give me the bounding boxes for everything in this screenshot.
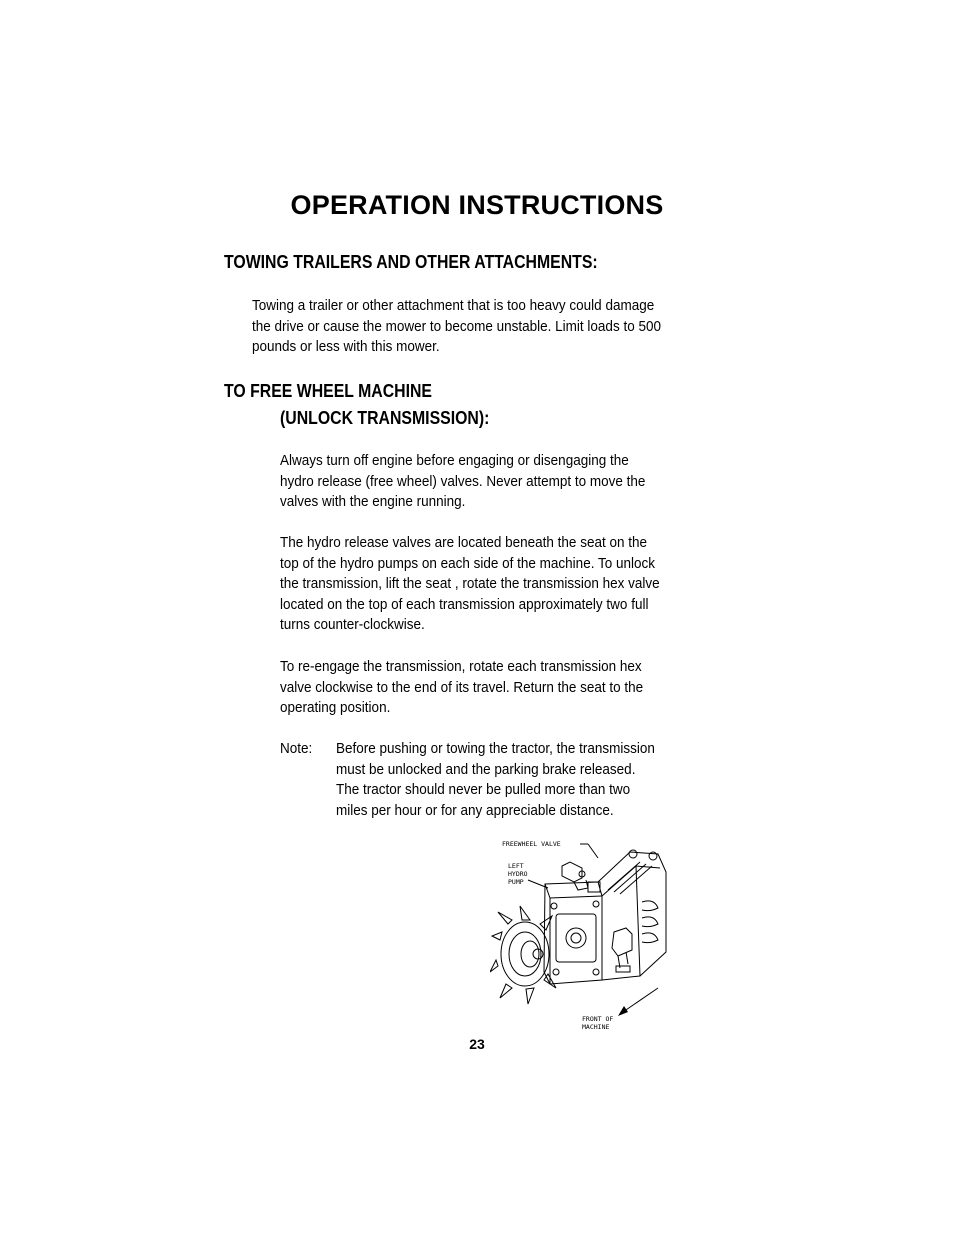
- fan-icon: [490, 906, 556, 1004]
- label-machine: MACHINE: [582, 1023, 610, 1031]
- towing-paragraph: [252, 296, 661, 358]
- text-line: top of the hydro pumps on each side of the machine. To unlock: [280, 554, 655, 572]
- label-freewheel-valve: FREEWHEEL VALVE: [502, 840, 561, 848]
- text-line: Before pushing or towing the tractor, the transmission: [336, 740, 655, 757]
- label-front-of: FRONT OF: [582, 1015, 614, 1023]
- text-line: pounds or less with this mower.: [252, 338, 440, 356]
- pump-body-icon: [544, 882, 602, 984]
- text-line: the transmission, lift the seat , rotate the transmission hex valve: [280, 575, 660, 593]
- fitting-icon: [612, 928, 632, 972]
- text-line: turns counter-clockwise.: [280, 616, 425, 634]
- valve-location-paragraph: [280, 533, 660, 636]
- text-line: the drive or cause the mower to become unstable. Limit loads to 500: [252, 317, 661, 335]
- text-line: hydro release (free wheel) valves. Never attempt to move the: [280, 472, 646, 490]
- hex-valve-icon: [562, 862, 600, 892]
- page-number: 23: [469, 1036, 485, 1052]
- label-pump: PUMP: [508, 878, 524, 886]
- text-line: valves with the engine running.: [280, 493, 466, 511]
- page-title: OPERATION INSTRUCTIONS: [290, 190, 664, 220]
- free-wheel-subheading: (UNLOCK TRANSMISSION):: [280, 408, 490, 428]
- text-line: To re-engage the transmission, rotate each transmission hex: [280, 658, 642, 675]
- front-arrow-icon: [618, 1006, 628, 1016]
- towing-heading: TOWING TRAILERS AND OTHER ATTACHMENTS:: [224, 252, 598, 272]
- label-left: LEFT: [508, 862, 524, 870]
- text-line: located on the top of each transmission approximately two full: [280, 595, 649, 613]
- free-wheel-heading: TO FREE WHEEL MACHINE: [224, 381, 432, 401]
- label-hydro: HYDRO: [508, 870, 528, 878]
- text-line: The tractor should never be pulled more than two: [336, 781, 631, 799]
- note-paragraph: [336, 739, 655, 821]
- engine-off-paragraph: [280, 451, 645, 513]
- text-line: valve clockwise to the end of its travel. Return the seat to the: [280, 678, 644, 696]
- text-line: Always turn off engine before engaging or disengaging the: [280, 452, 629, 469]
- re-engage-paragraph: [280, 657, 643, 719]
- text-line: must be unlocked and the parking brake released.: [336, 760, 636, 778]
- text-line: Towing a trailer or other attachment that is too heavy could damage: [252, 297, 655, 314]
- text-line: miles per hour or for any appreciable distance.: [336, 801, 614, 819]
- text-line: The hydro release valves are located beneath the seat on the: [280, 534, 648, 551]
- transmission-housing-icon: [598, 850, 666, 980]
- hydro-pump-diagram: [490, 832, 670, 1032]
- leader-line: [588, 844, 598, 858]
- text-line: operating position.: [280, 699, 391, 717]
- note-label: Note:: [280, 740, 313, 757]
